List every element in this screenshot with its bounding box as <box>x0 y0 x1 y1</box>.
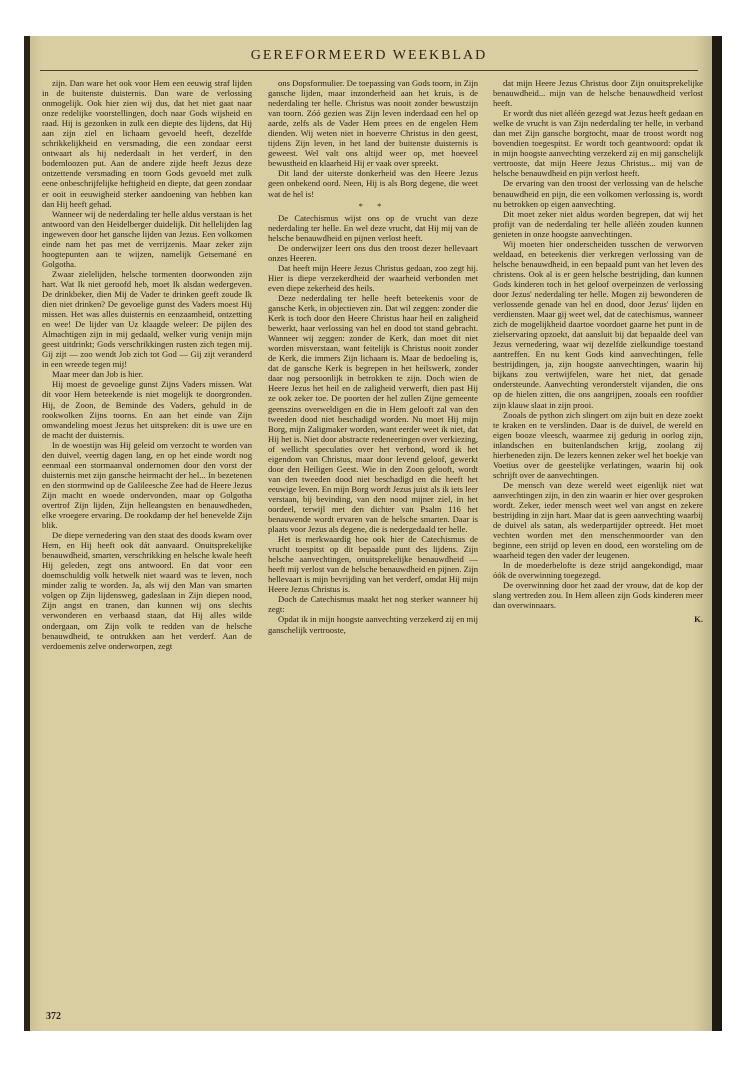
author-signature: K. <box>694 614 703 625</box>
text-column-2 <box>268 78 478 1008</box>
paragraph: Zwaar zielelijden, helsche tormenten doorwonden zijn hart. Wat Ik niet geroofd heb, moet Ik alsdan wedergeven. De drinkbeker, dien Mij de Vader te drinken geeft zoude Ik dien niet drinken? De gevoelige gunst des Vaders moest Hij missen. Het was alles duisternis en eenzaamheid, ontzetting en wee! De lijder van Uz klaagde weleer: De pijlen des Almachtigen zijn in mij gedaald, welker vurig venijn mijn geest uitdrinkt; Gods verschrikkingen rusten zich tegen mij. Gij zijt — zoo wendt Job zich tot God — Gij zijt veranderd in een wreede tegen mij! <box>42 268 252 370</box>
paragraph: zijn. Dan ware het ook voor Hem een eeuwig straf lijden in de buitenste duisternis. Dan ware de verlossing onmogelijk. Ook hier zien wij dus, dat het niet gaat naar onze redelijke voorstellingen, doch naar Gods wijsheid en raad. Hij is gezonken in zulk een diepte des lijdens, dat Hij aan zijn ziel en lichaam gevoeld heeft, dezelfde schrikkelijkheid en versmading, die een zondaar eerst ontwaart als hij nederdaalt in het verderf, in den bodemloozen put. Aan de andere zijde heeft Jezus deze ontzettende versmading en toorn Gods gevoeld met zulk eene onbeschrijfelijke heftigheid en diepte, dat geen zondaar er ooit in eeuwigheid sterker aandoening van hebben kan dan Hij heeft gehad. <box>42 78 252 209</box>
paragraph: dat mijn Heere Jezus Christus door Zijn onuitsprekelijke benauwdheid... mijn van de helsche benauwdheid verlost heeft. <box>493 78 703 109</box>
page-number: 372 <box>46 1011 61 1022</box>
text-column-1 <box>42 78 252 1008</box>
paragraph: Wanneer wij de nederdaling ter helle aldus verstaan is het antwoord van den Heidelberger duidelijk. Dit hellelijden lag ingeweven door het gansche lijden van Jezus. Een volkomen einde nam het pas met de verrijzenis. Maar zeker zijn hoogtepunten aan te wijzen, namelijk Getsemané en Golgotha. <box>42 208 252 269</box>
paragraph: Dit land der uiterste donkerheid was den Heere Jezus geen onbekend oord. Neen, Hij is als Borg degene, die weet wat de hel is! <box>268 168 478 199</box>
paragraph: De onderwijzer leert ons dus den troost dezer hellevaart onzes Heeren. <box>268 242 478 263</box>
paragraph: In de woestijn was Hij geleid om verzocht te worden van den duivel, veertig dagen lang, en op het einde wordt nog eenmaal een stormaanval ondernomen door den vorst der duisternis met zijn gansche heirmacht der hel... In bezetenen en den stormwind op de Galileesche Zee had de Heere Jezus Zijn macht en woede ondervonden, maar op Golgotha overtrof Zijn lijden, Zijn helleangsten en benauwdheden, elke vroegere ervaring. De rookdamp der hel benevelde Zijn blik. <box>42 439 252 531</box>
running-header: GEREFORMEERD WEEKBLAD <box>40 48 698 71</box>
page-left-shadow <box>24 36 30 1031</box>
paragraph: Wij moeten hier onderscheiden tusschen de verworven weldaad, en beteekenis dier verkregen verlossing van de helsche benauwdheid, in een bepaald punt van het leven des christens. Ook al is er geen helsche bestrijding, dan kunnen Gods kinderen toch in het geloof overpeinzen de verlossing door Jezus' nederdaling ter helle. Mogen zij bewonderen de verlossende genade van hel en dood, door Jezus' lijden en verdiensten. Maar gij weet wel, dat de catechismus, wanneer zich de mogelijkheid daartoe voordoet gaarne het punt in de zielservaring opzoekt, dat aansluit bij dat bepaalde deel van Jezus vernedering, waar wij dezelfde zielkundige toestand aantreffen. En nu kent Gods kind aanvechtingen, felle bestrijdingen, ja, zijn hoogste aanvechtingen, waarin hij bijkans zou vertwijfelen, ware het niet, dat genade ondersteunde. Aanvechting veronderstelt vijanden, die ons op de hielen zitten, die ons aangrijpen, zooals een roofdier zijn klauw slaat in zijn prooi. <box>493 238 703 410</box>
paragraph: Dat heeft mijn Heere Jezus Christus gedaan, zoo zegt hij. Hier is diepe verzekerdheid der waarheid verbonden met even diepe zekerheid des heils. <box>268 262 478 293</box>
paragraph: ons Dopsformulier. De toepassing van Gods toorn, in Zijn gansche lijden, maar inzonderheid aan het kruis, is de nederdaling ter helle. Christus was nooit zonder bewustzijn van toorn. Zóó gezien was Zijn leven inderdaad een hel op aarde, zelfs als de Vader Hem prees en de engelen Hem dienden. Wij weten niet in hoeverre Christus in den geest, tijdens Zijn leven, in het land der buitenste duisternis is geweest. Wel valt ons altijd weer op, met hoeveel bewustheid en klaarheid Hij er vaak over spreekt. <box>268 78 478 169</box>
scan-margin-bottom <box>0 1031 738 1068</box>
paragraph: In de moederbelofte is deze strijd aangekondigd, maar óók de overwinning toegezegd. <box>493 560 703 581</box>
paragraph: Deze nederdaling ter helle heeft beteekenis voor de gansche Kerk, in objectieven zin. Dat wil zeggen: zonder die Kerk is toch door den Heere Christus haar heil en zaligheid bewerkt, haar verlossing van hel en dood tot stand gebracht. Wanneer wij zeggen: zonder de Kerk, dan moet dit niet worden misverstaan, want feitelijk is Christus nooit zonder de Kerk, die immers Zijn lichaam is. Maar de bedoeling is, dat de gansche Kerk is begrepen in het heilswerk, zonder daar nog persoonlijk in betrokken te zijn. Doch wien de Heere Jezus het heil en de zaligheid verwerft, dien past Hij ze ook zeker toe. De poorten der hel zullen Zijne gemeente geenszins overweldigen en die in Hem gelooft zal van den tweeden dood niet beschadigd worden. Nu moet Hij mijn Borg, mijn Zaligmaker worden, want eerder weet ik niet, dat Hij het is. Niet door abstracte redeneeringen over verkiezing, of wellicht speculaties over het verbond, word ik het eigendom van Christus, maar door levend geloof, gewerkt door den Heiligen Geest. Wie in den Zoon gelooft, wordt van den tweeden dood niet beschadigd en die heeft het eeuwige leven. En mijn Borg wordt Jezus juist als ik iets leer verstaan, bij bevinding, van den nood mijner ziel, in het oordeel, terwijl met den dichter van Psalm 116 het benauwende wordt ervaren van de helsche smarten. Daar is plaats voor Jezus als degene, die is nedergedaald ter helle. <box>268 292 478 535</box>
scan-margin-top <box>0 0 738 36</box>
text-column-3 <box>493 78 703 1008</box>
paragraph: Doch de Catechismus maakt het nog sterker wanneer hij zegt: <box>268 594 478 615</box>
paragraph: De ervaring van den troost der verlossing van de helsche benauwdheid en pijn, die een volkomen verlossing is, wordt nu betrokken op eigen aanvechting. <box>493 178 703 209</box>
page-right-edge <box>712 36 722 1031</box>
paragraph: Er wordt dus niet alléén gezegd wat Jezus heeft gedaan en welke de vrucht is van Zijn nederdaling ter helle, in verband dan met Zijn gansche borgtocht, maar de troost wordt nog bovendien toegespitst. Er wordt toch geantwoord: opdat ik in mijn hoogste aanvechting verzekerd zij en mij ganschelijk vertrooste, dat mijn Heere Jezus Christus... mij van de helsche benauwdheid en pijn verlost heeft. <box>493 108 703 179</box>
paragraph: Maar meer dan Job is hier. <box>52 369 144 380</box>
paragraph: De overwinning door het zaad der vrouw, dat de kop der slang vertreden zou. In Hem alleen zijn Gods kinderen meer dan overwinnaars. <box>493 580 703 611</box>
paragraph: Hij moest de gevoelige gunst Zijns Vaders missen. Wat dit voor Hem beteekende is niet mogelijk te doorgronden. Hij, de Zoon, de Beminde des Vaders, gehuld in de rookwolken Zijns toorns. En aan het einde van Zijn omwandeling moest Jezus het uitspreken: dit is uwe ure en de macht der duisternis. <box>42 379 252 440</box>
paragraph: De diepe vernedering van den staat des doods kwam over Hem, en Hij heeft ook dát aanvaard. Onuitsprekelijke benauwdheid, smarten, verschrikking en helsche kwale heeft Hij geleden, zegt ons antwoord. En dat voor een doemschuldig volk hetwelk niet waard was te leven, noch minder zalig te worden. Ja, als wij den Man van smarten volgen op Zijn lijdensweg, gadeslaan in Zijn diepen nood, Zijn angst en tranen, dan kunnen wij ons slechts verwonderen en verbaasd staan, dat Hij alles wilde ondergaan, om Zijn volk te redden van de helsche benauwdheid, te ontrukken aan het verderf. Aan de verdoemenis zelve onderworpen, zegt <box>42 530 252 651</box>
paragraph: De mensch van deze wereld weet eigenlijk niet wat aanvechtingen zijn, in den zin waarin er hier over gesproken wordt. Zeker, ieder mensch weet wel van angst en zekere bestrijding in zijn hart. Maar dat is geen aanvechting waarbij de duivel als satan, als wederpartijder optreedt. Het moet vechten worden met den menschenmoorder van den beginne, een strijd op leven en dood, een worsteling om de waarheid tegen den vader der leugenen. <box>493 479 703 561</box>
section-separator: * * <box>358 200 388 211</box>
paragraph: Opdat ik in mijn hoogste aanvechting verzekerd zij en mij ganschelijk vertrooste, <box>268 614 478 635</box>
paragraph: De Catechismus wijst ons op de vrucht van deze nederdaling ter helle. En wel deze vrucht, dat Hij mij van de helsche benauwdheid en pijnen verlost heeft. <box>268 212 478 243</box>
paragraph: Zooals de python zich slingert om zijn buit en deze zoekt te kraken en te verslinden. Daar is de duivel, de wereld en eigen booze vleesch, waarmee zij gedurig in oorlog zijn, inlandschen en buitenlandschen krijg, zoolang zij hierbeneden zijn. De lezers kennen zeker wel het boekje van Voetius over de geestelijke verlatingen, waarin hij ook schrijft over de aanvechtingen. <box>493 409 703 480</box>
paragraph: Het is merkwaardig hoe ook hier de Catechismus de vrucht toespitst op dit bepaalde punt des lijdens. Zijn helsche aanvechtingen, onuitsprekelijke benauwdheid — heeft mij verlost van de helsche benauwdheid en pijnen. Zijn hellevaart is mijn bevrijding van het verderf, omdat Hij mijn Heere Jezus Christus is. <box>268 534 478 595</box>
paragraph: Dit moet zeker niet aldus worden begrepen, dat wij het profijt van de nederdaling ter helle alléén zouden kunnen genieten in onze hoogste aanvechtingen. <box>493 208 703 239</box>
